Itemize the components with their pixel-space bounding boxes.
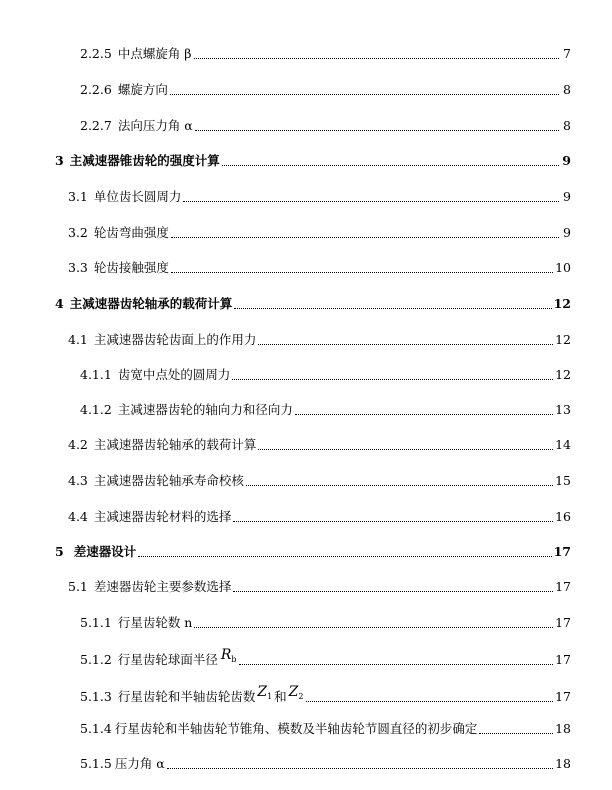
math-symbol: $Z_1$: [257, 684, 273, 701]
toc-title: 单位齿长圆周力: [93, 189, 182, 204]
toc-title: 压力角 α: [114, 756, 165, 771]
toc-title: 差速器设计: [73, 544, 137, 559]
dot-leader: [171, 272, 553, 273]
toc-title: 行星齿轮和半轴齿轮齿数: [117, 689, 256, 704]
dot-leader: [258, 344, 553, 345]
dot-leader: [258, 449, 553, 450]
toc-number: 2.2.5: [80, 46, 112, 61]
dot-leader: [234, 308, 551, 309]
toc-number: 4.1: [68, 332, 88, 347]
toc-title: 主减速器锥齿轮的强度计算: [69, 153, 220, 168]
dot-leader: [194, 627, 553, 628]
toc-entry[interactable]: [80, 614, 571, 632]
toc-entry[interactable]: [80, 81, 571, 99]
toc-number: 4.1.1: [80, 367, 112, 382]
toc-number: 3: [55, 153, 64, 168]
dot-leader: [306, 701, 554, 702]
toc-entry-chapter[interactable]: [55, 295, 571, 313]
toc-title: 主减速器齿轮轴承寿命校核: [93, 473, 244, 488]
toc-page-number: 18: [555, 721, 571, 736]
toc-number: 4.4: [68, 509, 88, 524]
toc-number: 2.2.7: [80, 118, 112, 133]
toc-number: 5.1.3: [80, 689, 112, 704]
dot-leader: [246, 485, 553, 486]
toc-page-number: 12: [553, 296, 571, 311]
toc-title: 轮齿弯曲强度: [93, 225, 169, 240]
toc-number: 5.1.5: [80, 756, 112, 771]
toc-title: 轮齿接触强度: [93, 260, 169, 275]
dot-leader: [479, 733, 553, 734]
toc-page-number: 16: [555, 509, 571, 524]
toc-number: 5: [55, 544, 64, 559]
dot-leader: [194, 58, 559, 59]
toc-page-number: 12: [555, 367, 571, 382]
toc-page-number: 12: [555, 332, 571, 347]
toc-page-number: 9: [563, 189, 571, 204]
toc-entry[interactable]: [80, 401, 571, 419]
dot-leader: [195, 130, 559, 131]
dot-leader: [167, 768, 553, 769]
toc-title-connector: 和: [274, 689, 287, 704]
toc-entry-chapter[interactable]: [55, 543, 571, 561]
toc-entry[interactable]: [80, 45, 571, 63]
toc-entry[interactable]: [80, 649, 571, 669]
toc-title: 主减速器齿轮材料的选择: [93, 509, 232, 524]
math-symbol: $Z_2$: [288, 684, 304, 701]
toc-number: 5.1.1: [80, 615, 112, 630]
toc-entry[interactable]: [68, 578, 571, 596]
dot-leader: [233, 591, 553, 592]
toc-page-number: 17: [555, 689, 571, 704]
toc-number: 3.1: [68, 189, 88, 204]
dot-leader: [183, 201, 559, 202]
toc-title: 行星齿轮球面半径: [117, 652, 218, 667]
toc-page-number: 8: [563, 118, 571, 133]
toc-title: 齿宽中点处的圆周力: [117, 367, 231, 382]
dot-leader: [233, 521, 553, 522]
toc-page-number: 13: [555, 402, 571, 417]
toc-page-number: 9: [562, 153, 571, 168]
toc-title: 主减速器齿轮轴承的载荷计算: [69, 296, 233, 311]
toc-page-number: 17: [553, 544, 571, 559]
toc-title: 中点螺旋角 β: [117, 46, 192, 61]
toc-title: 主减速器齿轮齿面上的作用力: [93, 332, 257, 347]
toc-title: 差速器齿轮主要参数选择: [93, 579, 232, 594]
toc-title: 行星齿轮数 n: [117, 615, 193, 630]
toc-entry[interactable]: [80, 684, 571, 706]
toc-number: 4: [55, 296, 64, 311]
toc-page-number: 7: [563, 46, 571, 61]
dot-leader: [170, 94, 559, 95]
math-symbol: $R_b$: [220, 647, 237, 664]
toc-entry[interactable]: [68, 331, 571, 349]
toc-page-number: 15: [555, 473, 571, 488]
toc-title: 主减速器齿轮的轴向力和径向力: [117, 402, 293, 417]
toc-entry-chapter[interactable]: [55, 152, 571, 170]
toc-title: 主减速器齿轮轴承的载荷计算: [93, 437, 257, 452]
toc-number: 5.1: [68, 579, 88, 594]
dot-leader: [171, 237, 559, 238]
toc-title: 螺旋方向: [117, 82, 168, 97]
dot-leader: [222, 165, 559, 166]
toc-page-number: 18: [555, 756, 571, 771]
toc-number: 3.3: [68, 260, 88, 275]
toc-number: 4.2: [68, 437, 88, 452]
toc-page-number: 17: [555, 652, 571, 667]
toc-entry[interactable]: [68, 472, 571, 490]
toc-entry[interactable]: [68, 188, 571, 206]
toc-number: 2.2.6: [80, 82, 112, 97]
dot-leader: [295, 414, 553, 415]
toc-entry[interactable]: [68, 259, 571, 277]
toc-number: 4.3: [68, 473, 88, 488]
toc-title: 法向压力角 α: [117, 118, 193, 133]
toc-number: 5.1.4: [80, 721, 112, 736]
toc-page-number: 17: [555, 615, 571, 630]
toc-number: 5.1.2: [80, 652, 112, 667]
toc-title: 行星齿轮和半轴齿轮节锥角、模数及半轴齿轮节圆直径的初步确定: [114, 721, 478, 736]
dot-leader: [239, 664, 554, 665]
toc-entry[interactable]: [68, 508, 571, 526]
dot-leader: [138, 556, 551, 557]
toc-page-number: 17: [555, 579, 571, 594]
toc-entry[interactable]: [80, 366, 571, 384]
toc-entry[interactable]: [80, 117, 571, 135]
toc-page-number: 14: [555, 437, 571, 452]
toc-page-number: 8: [563, 82, 571, 97]
toc-entry[interactable]: [80, 720, 571, 738]
toc-entry[interactable]: [80, 755, 571, 773]
toc-entry[interactable]: [68, 436, 571, 454]
toc-number: 4.1.2: [80, 402, 112, 417]
toc-page-number: 9: [563, 225, 571, 240]
toc-number: 3.2: [68, 225, 88, 240]
toc-page-number: 10: [555, 260, 571, 275]
toc-entry[interactable]: [68, 224, 571, 242]
dot-leader: [232, 379, 553, 380]
